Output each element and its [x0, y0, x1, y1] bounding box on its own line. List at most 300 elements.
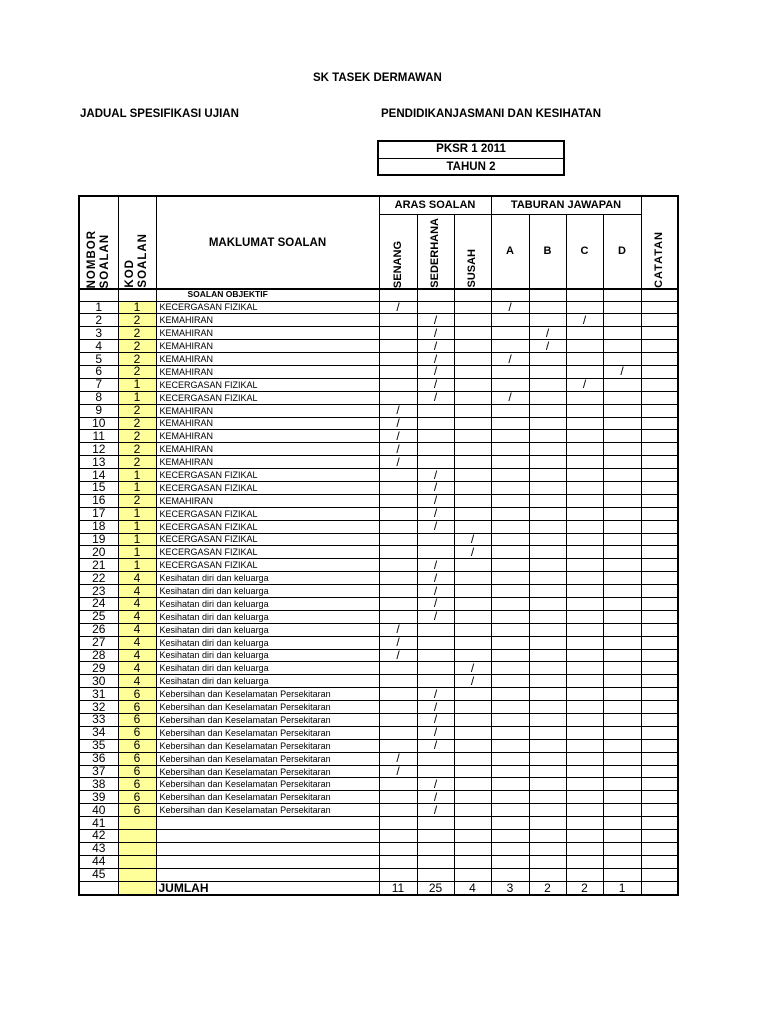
table-row — [79, 533, 678, 546]
table-row — [79, 830, 678, 843]
answer-a-cell — [491, 855, 529, 868]
answer-a-cell — [491, 340, 529, 353]
school-name: SK TASEK DERMAWAN — [313, 72, 442, 84]
susah-cell — [454, 739, 491, 752]
question-code-cell: 6 — [118, 791, 156, 804]
question-number-cell: 30 — [79, 675, 118, 688]
question-code-cell — [118, 830, 156, 843]
question-info-cell — [156, 842, 379, 855]
table-row — [79, 494, 678, 507]
susah-cell — [454, 714, 491, 727]
notes-cell — [641, 301, 678, 314]
susah-cell — [454, 507, 491, 520]
answer-c-cell — [566, 765, 603, 778]
susah-cell — [454, 572, 491, 585]
question-info-cell: KEMAHIRAN — [156, 430, 379, 443]
question-number-cell: 28 — [79, 649, 118, 662]
answer-a-cell — [491, 739, 529, 752]
answer-b-cell — [529, 469, 566, 482]
answer-c-cell — [566, 404, 603, 417]
section-label: SOALAN OBJEKTIF — [156, 289, 379, 301]
sederhana-cell: / — [417, 572, 454, 585]
question-info-cell — [156, 830, 379, 843]
answer-a-cell — [491, 597, 529, 610]
sederhana-cell: / — [417, 378, 454, 391]
table-row — [79, 765, 678, 778]
senang-cell — [379, 662, 417, 675]
total-answer-a: 3 — [491, 881, 529, 895]
answer-d-cell — [603, 649, 641, 662]
answer-a-cell — [491, 481, 529, 494]
sederhana-cell — [417, 430, 454, 443]
answer-c-cell — [566, 623, 603, 636]
sederhana-cell — [417, 623, 454, 636]
senang-cell — [379, 855, 417, 868]
table-row — [79, 726, 678, 739]
answer-b-cell — [529, 649, 566, 662]
answer-a-cell — [491, 688, 529, 701]
sederhana-cell — [417, 301, 454, 314]
susah-cell — [454, 610, 491, 623]
question-info-cell: KEMAHIRAN — [156, 443, 379, 456]
question-code-cell — [118, 868, 156, 881]
susah-cell — [454, 778, 491, 791]
total-answer-b: 2 — [529, 881, 566, 895]
senang-cell — [379, 365, 417, 378]
answer-d-cell — [603, 430, 641, 443]
question-code-cell: 6 — [118, 778, 156, 791]
question-number-cell: 33 — [79, 714, 118, 727]
answer-d-cell — [603, 623, 641, 636]
question-number-cell: 43 — [79, 842, 118, 855]
answer-a-cell — [491, 791, 529, 804]
question-code-cell: 6 — [118, 688, 156, 701]
answer-b-cell — [529, 585, 566, 598]
answer-a-cell — [491, 701, 529, 714]
senang-cell — [379, 778, 417, 791]
answer-b-cell — [529, 301, 566, 314]
answer-b-cell — [529, 404, 566, 417]
answer-c-cell — [566, 340, 603, 353]
notes-cell — [641, 597, 678, 610]
header-answer-a: A — [491, 214, 529, 289]
answer-b-cell — [529, 791, 566, 804]
question-info-cell: KECERGASAN FIZIKAL — [156, 391, 379, 404]
sederhana-cell: / — [417, 739, 454, 752]
notes-cell — [641, 636, 678, 649]
susah-cell — [454, 391, 491, 404]
answer-a-cell — [491, 314, 529, 327]
question-info-cell: Kebersihan dan Keselamatan Persekitaran — [156, 726, 379, 739]
question-code-cell — [118, 817, 156, 830]
senang-cell: / — [379, 456, 417, 469]
header-row — [79, 196, 678, 214]
table-row — [79, 636, 678, 649]
question-number-cell: 35 — [79, 739, 118, 752]
question-code-cell: 4 — [118, 597, 156, 610]
answer-c-cell — [566, 546, 603, 559]
answer-a-cell — [491, 520, 529, 533]
answer-b-cell — [529, 597, 566, 610]
answer-b-cell — [529, 765, 566, 778]
senang-cell — [379, 378, 417, 391]
question-code-cell: 2 — [118, 456, 156, 469]
question-info-cell: KECERGASAN FIZIKAL — [156, 533, 379, 546]
question-info-cell: KECERGASAN FIZIKAL — [156, 507, 379, 520]
exam-info-box — [377, 140, 565, 176]
answer-a-cell — [491, 649, 529, 662]
answer-b-cell — [529, 830, 566, 843]
answer-d-cell — [603, 610, 641, 623]
sederhana-cell: / — [417, 559, 454, 572]
question-code-cell: 6 — [118, 804, 156, 817]
answer-c-cell — [566, 443, 603, 456]
table-row — [79, 456, 678, 469]
senang-cell — [379, 701, 417, 714]
question-info-cell: KEMAHIRAN — [156, 404, 379, 417]
answer-a-cell — [491, 546, 529, 559]
question-code-cell: 1 — [118, 481, 156, 494]
answer-d-cell — [603, 559, 641, 572]
notes-cell — [641, 353, 678, 366]
answer-a-cell — [491, 443, 529, 456]
answer-a-cell — [491, 494, 529, 507]
answer-c-cell — [566, 481, 603, 494]
answer-a-cell — [491, 507, 529, 520]
sederhana-cell — [417, 546, 454, 559]
table-row — [79, 701, 678, 714]
answer-d-cell — [603, 701, 641, 714]
answer-d-cell — [603, 714, 641, 727]
answer-b-cell — [529, 353, 566, 366]
susah-cell — [454, 469, 491, 482]
table-row — [79, 430, 678, 443]
sederhana-cell: / — [417, 585, 454, 598]
question-code-cell: 1 — [118, 520, 156, 533]
answer-b-cell — [529, 481, 566, 494]
question-code-cell: 2 — [118, 417, 156, 430]
senang-cell: / — [379, 404, 417, 417]
question-code-cell: 4 — [118, 649, 156, 662]
question-code-cell: 2 — [118, 430, 156, 443]
empty-cell — [529, 289, 566, 301]
susah-cell — [454, 314, 491, 327]
sederhana-cell — [417, 404, 454, 417]
notes-cell — [641, 752, 678, 765]
answer-b-cell — [529, 430, 566, 443]
answer-d-cell — [603, 842, 641, 855]
notes-cell — [641, 817, 678, 830]
sederhana-cell: / — [417, 469, 454, 482]
question-number-cell: 42 — [79, 830, 118, 843]
answer-a-cell — [491, 610, 529, 623]
answer-d-cell — [603, 662, 641, 675]
notes-cell — [641, 585, 678, 598]
question-code-cell: 4 — [118, 675, 156, 688]
answer-c-cell: / — [566, 314, 603, 327]
question-info-cell — [156, 855, 379, 868]
notes-cell — [641, 533, 678, 546]
answer-c-cell: / — [566, 378, 603, 391]
question-code-cell: 1 — [118, 469, 156, 482]
question-number-cell: 31 — [79, 688, 118, 701]
answer-a-cell — [491, 765, 529, 778]
notes-cell — [641, 572, 678, 585]
answer-c-cell — [566, 868, 603, 881]
sederhana-cell: / — [417, 353, 454, 366]
answer-d-cell — [603, 391, 641, 404]
notes-cell — [641, 404, 678, 417]
specification-table — [78, 195, 679, 896]
senang-cell: / — [379, 301, 417, 314]
answer-c-cell — [566, 585, 603, 598]
table-row — [79, 804, 678, 817]
answer-d-cell — [603, 417, 641, 430]
empty-cell — [566, 289, 603, 301]
notes-cell — [641, 430, 678, 443]
question-info-cell: Kesihatan diri dan keluarga — [156, 662, 379, 675]
question-code-cell: 4 — [118, 585, 156, 598]
header-sederhana — [417, 214, 454, 289]
notes-cell — [641, 688, 678, 701]
answer-b-cell — [529, 391, 566, 404]
answer-d-cell — [603, 327, 641, 340]
question-number-cell: 17 — [79, 507, 118, 520]
susah-cell — [454, 830, 491, 843]
answer-b-cell — [529, 610, 566, 623]
notes-cell — [641, 340, 678, 353]
header-notes-label: CATATAN — [652, 231, 665, 288]
question-number-cell: 21 — [79, 559, 118, 572]
question-number-cell: 41 — [79, 817, 118, 830]
answer-b-cell: / — [529, 340, 566, 353]
question-info-cell: Kebersihan dan Keselamatan Persekitaran — [156, 688, 379, 701]
question-number-cell: 4 — [79, 340, 118, 353]
answer-a-cell — [491, 327, 529, 340]
notes-cell — [641, 520, 678, 533]
question-code-cell: 1 — [118, 546, 156, 559]
question-code-cell: 2 — [118, 327, 156, 340]
senang-cell — [379, 868, 417, 881]
notes-cell — [641, 456, 678, 469]
question-number-cell: 37 — [79, 765, 118, 778]
susah-cell — [454, 481, 491, 494]
answer-a-cell — [491, 868, 529, 881]
header-difficulty-level: ARAS SOALAN — [379, 196, 491, 214]
answer-a-cell — [491, 559, 529, 572]
answer-d-cell — [603, 572, 641, 585]
answer-b-cell — [529, 546, 566, 559]
notes-cell — [641, 417, 678, 430]
answer-b-cell — [529, 494, 566, 507]
question-number-cell: 39 — [79, 791, 118, 804]
answer-c-cell — [566, 752, 603, 765]
question-info-cell: Kesihatan diri dan keluarga — [156, 597, 379, 610]
answer-d-cell — [603, 791, 641, 804]
senang-cell — [379, 481, 417, 494]
empty-cell — [79, 881, 118, 895]
question-info-cell: KECERGASAN FIZIKAL — [156, 378, 379, 391]
answer-c-cell — [566, 597, 603, 610]
sederhana-cell: / — [417, 340, 454, 353]
answer-b-cell — [529, 739, 566, 752]
table-row — [79, 443, 678, 456]
susah-cell — [454, 456, 491, 469]
senang-cell: / — [379, 623, 417, 636]
question-code-cell: 1 — [118, 391, 156, 404]
table-row — [79, 662, 678, 675]
table-row — [79, 778, 678, 791]
notes-cell — [641, 739, 678, 752]
answer-a-cell: / — [491, 353, 529, 366]
table-row — [79, 469, 678, 482]
answer-d-cell — [603, 340, 641, 353]
empty-cell — [417, 289, 454, 301]
table-row — [79, 688, 678, 701]
question-code-cell: 1 — [118, 559, 156, 572]
susah-cell — [454, 765, 491, 778]
notes-cell — [641, 559, 678, 572]
question-number-cell: 36 — [79, 752, 118, 765]
answer-a-cell — [491, 572, 529, 585]
table-row — [79, 572, 678, 585]
question-number-cell: 40 — [79, 804, 118, 817]
answer-a-cell — [491, 533, 529, 546]
answer-b-cell — [529, 623, 566, 636]
question-code-cell: 6 — [118, 752, 156, 765]
question-info-cell: KEMAHIRAN — [156, 314, 379, 327]
answer-d-cell — [603, 597, 641, 610]
table-row — [79, 327, 678, 340]
senang-cell: / — [379, 443, 417, 456]
notes-cell — [641, 443, 678, 456]
notes-cell — [641, 701, 678, 714]
answer-c-cell — [566, 301, 603, 314]
answer-b-cell — [529, 842, 566, 855]
susah-cell — [454, 855, 491, 868]
answer-c-cell — [566, 494, 603, 507]
answer-b-cell — [529, 855, 566, 868]
question-number-cell: 22 — [79, 572, 118, 585]
answer-c-cell — [566, 559, 603, 572]
answer-c-cell — [566, 533, 603, 546]
section-row — [79, 289, 678, 301]
answer-c-cell — [566, 430, 603, 443]
answer-d-cell — [603, 739, 641, 752]
answer-a-cell — [491, 365, 529, 378]
senang-cell — [379, 817, 417, 830]
senang-cell — [379, 533, 417, 546]
question-info-cell: Kebersihan dan Keselamatan Persekitaran — [156, 739, 379, 752]
susah-cell — [454, 791, 491, 804]
header-sederhana-label: SEDERHANA — [429, 218, 441, 288]
header-answer-distribution: TABURAN JAWAPAN — [491, 196, 641, 214]
table-row — [79, 649, 678, 662]
question-number-cell: 34 — [79, 726, 118, 739]
senang-cell: / — [379, 765, 417, 778]
sederhana-cell — [417, 868, 454, 881]
table-row — [79, 507, 678, 520]
answer-a-cell — [491, 830, 529, 843]
answer-c-cell — [566, 739, 603, 752]
answer-c-cell — [566, 456, 603, 469]
question-number-cell: 19 — [79, 533, 118, 546]
question-code-cell: 1 — [118, 378, 156, 391]
question-code-cell: 6 — [118, 739, 156, 752]
table-row — [79, 520, 678, 533]
question-info-cell — [156, 817, 379, 830]
question-code-cell: 1 — [118, 533, 156, 546]
question-info-cell: Kesihatan diri dan keluarga — [156, 675, 379, 688]
senang-cell: / — [379, 752, 417, 765]
susah-cell — [454, 817, 491, 830]
susah-cell — [454, 404, 491, 417]
answer-b-cell — [529, 688, 566, 701]
header-text: NOMBOR — [85, 229, 98, 288]
answer-b-cell — [529, 365, 566, 378]
question-number-cell: 24 — [79, 597, 118, 610]
susah-cell — [454, 649, 491, 662]
answer-a-cell — [491, 817, 529, 830]
answer-c-cell — [566, 804, 603, 817]
answer-a-cell: / — [491, 391, 529, 404]
answer-c-cell — [566, 726, 603, 739]
senang-cell: / — [379, 430, 417, 443]
answer-c-cell — [566, 675, 603, 688]
notes-cell — [641, 469, 678, 482]
senang-cell — [379, 585, 417, 598]
question-info-cell: Kebersihan dan Keselamatan Persekitaran — [156, 791, 379, 804]
notes-cell — [641, 610, 678, 623]
table-row — [79, 855, 678, 868]
susah-cell — [454, 688, 491, 701]
answer-b-cell — [529, 778, 566, 791]
empty-cell — [454, 289, 491, 301]
header-question-code — [118, 196, 156, 289]
sederhana-cell: / — [417, 791, 454, 804]
susah-cell: / — [454, 662, 491, 675]
question-number-cell: 25 — [79, 610, 118, 623]
answer-c-cell — [566, 662, 603, 675]
header-text: SOALAN — [98, 233, 111, 288]
question-number-cell: 29 — [79, 662, 118, 675]
question-number-cell: 8 — [79, 391, 118, 404]
question-number-cell: 26 — [79, 623, 118, 636]
notes-cell — [641, 868, 678, 881]
table-row — [79, 340, 678, 353]
sederhana-cell — [417, 817, 454, 830]
answer-d-cell — [603, 855, 641, 868]
question-info-cell: KECERGASAN FIZIKAL — [156, 469, 379, 482]
sederhana-cell — [417, 855, 454, 868]
answer-a-cell — [491, 778, 529, 791]
question-code-cell: 2 — [118, 314, 156, 327]
question-info-cell: Kebersihan dan Keselamatan Persekitaran — [156, 714, 379, 727]
question-number-cell: 23 — [79, 585, 118, 598]
question-number-cell: 6 — [79, 365, 118, 378]
answer-b-cell — [529, 507, 566, 520]
sederhana-cell — [417, 417, 454, 430]
susah-cell — [454, 417, 491, 430]
answer-d-cell — [603, 507, 641, 520]
table-row — [79, 739, 678, 752]
table-row — [79, 391, 678, 404]
senang-cell — [379, 507, 417, 520]
question-number-cell: 13 — [79, 456, 118, 469]
senang-cell — [379, 327, 417, 340]
header-answer-b: B — [529, 214, 566, 289]
question-info-cell — [156, 868, 379, 881]
